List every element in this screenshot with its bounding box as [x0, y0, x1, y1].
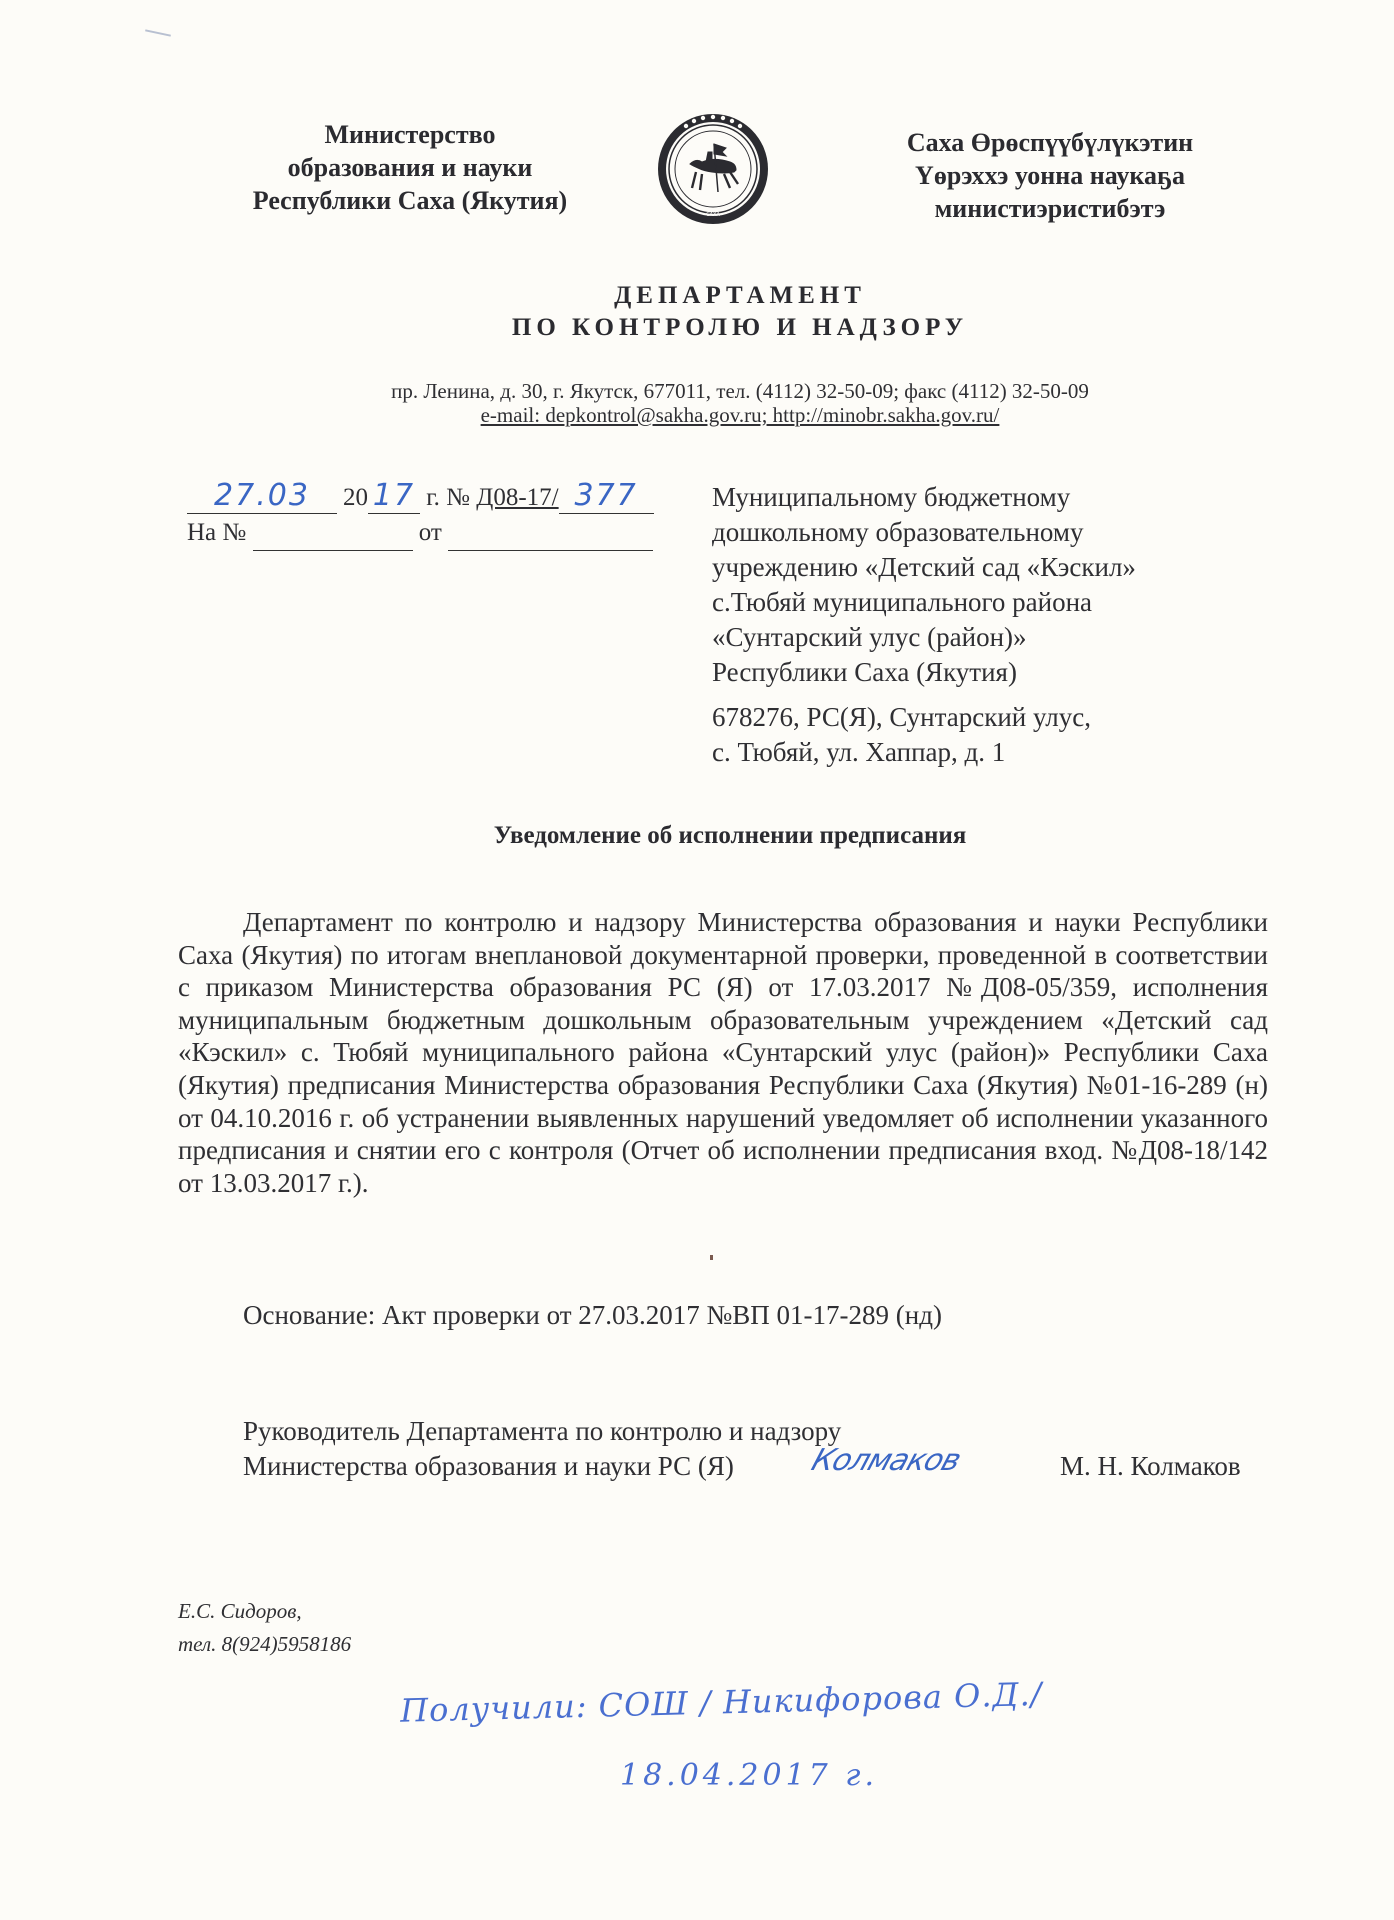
ministry-line-sakha: Үөрэххэ уонна наукаҕа	[915, 161, 1185, 190]
ministry-line-sakha: министиэристибэтэ	[934, 194, 1166, 223]
number-label: г. №	[426, 484, 471, 511]
basis-line: Основание: Акт проверки от 27.03.2017 №ВП 01-17-289 (нд)	[243, 1300, 942, 1330]
from-label: от	[418, 519, 442, 546]
year-field: 17	[368, 478, 420, 514]
ref-number-field[interactable]	[253, 515, 413, 551]
number-field: 377	[559, 478, 654, 514]
ministry-line: Республики Саха (Якутия)	[252, 186, 568, 215]
department-line: ДЕПАРТАМЕНТ	[614, 282, 866, 309]
recipient-address-line: с. Тюбяй, ул. Хаппар, д. 1	[712, 737, 1006, 767]
ref-date-field[interactable]	[448, 515, 653, 551]
ref-label: На №	[187, 519, 247, 546]
svg-text:САХА: САХА	[706, 212, 720, 218]
body-paragraph: Департамент по контролю и надзору Министерства образования и науки Республики Саха (Якутия) по итогам внеплановой документарной проверки, проведенной в соответствии с приказом Министерства образования РС (Я) от 17.03.2017 №Д08-05/359, исполнения муниципальным бюджетным дошкольным образовательным учреждением «Детский сад «Кэскил» с. Тюбяй муниципального района «Сунтарский улус (район)» Республики Саха (Якутия) предписания Министерства образования Республики Саха (Якутия) №01-16-289 (н) от 04.10.2016 г. об устранении выявленных нарушений уведомляет об исполнении указанного предписания и снятии его с контроля (Отчет об исполнении предписания вход. №Д08-18/142 от 13.03.2017 г.).	[178, 907, 1268, 1198]
handwritten-receipt-date: 18.04.2017 г.	[620, 1758, 879, 1793]
handwritten-receipt-note: Получили: СОШ / Никифорова О.Д./	[399, 1674, 1043, 1730]
reference-line	[187, 515, 707, 551]
contacts-link[interactable]: e-mail: depkontrol@sakha.gov.ru; http://minobr.sakha.gov.ru/	[480, 403, 1000, 427]
executor-phone: тел. 8(924)5958186	[178, 1632, 352, 1656]
ministry-name-ru	[210, 118, 610, 217]
signatory-position: Руководитель Департамента по контролю и надзору	[243, 1416, 842, 1446]
recipient-line: учреждению «Детский сад «Кэскил»	[712, 552, 1136, 582]
executor-block	[178, 1595, 578, 1661]
registration-block	[187, 478, 707, 551]
signatory-position: Министерства образования и науки РС (Я)	[243, 1451, 734, 1481]
document-title: Уведомление об исполнении предписания	[493, 822, 967, 849]
recipient-line: Муниципальному бюджетному	[712, 482, 1071, 512]
recipient-line: Республики Саха (Якутия)	[712, 657, 1017, 687]
scan-speck	[145, 29, 171, 36]
handwritten-signature: Колмаков	[807, 1443, 965, 1478]
scan-speck	[710, 1255, 713, 1260]
signatory-name: М. Н. Колмаков	[1060, 1451, 1241, 1481]
document-body	[178, 906, 1268, 1199]
address-line: пр. Ленина, д. 30, г. Якутск, 677011, тел. (4112) 32-50-09; факс (4112) 32-50-09	[391, 379, 1089, 403]
ministry-line: образования и науки	[287, 153, 533, 182]
recipient-block	[712, 480, 1252, 770]
department-address	[240, 379, 1240, 427]
ministry-name-sakha	[850, 126, 1250, 225]
date-field: 27.03	[187, 478, 337, 514]
recipient-address-line: 678276, РС(Я), Сунтарский улус,	[712, 702, 1092, 732]
recipient-line: с.Тюбяй муниципального района	[712, 587, 1093, 617]
department-line: ПО КОНТРОЛЮ И НАДЗОРУ	[511, 314, 969, 341]
department-title	[390, 280, 1090, 344]
signature-block	[243, 1414, 1283, 1484]
coat-of-arms-icon	[656, 112, 770, 226]
ministry-line-sakha: Саха Өрөспүүбүлүкэтин	[906, 128, 1194, 157]
year-prefix: 20	[343, 484, 368, 511]
executor-name: Е.С. Сидоров,	[178, 1599, 302, 1623]
signatory-row	[243, 1443, 1283, 1484]
number-prefix: Д08-17/	[476, 484, 559, 511]
ministry-line: Министерство	[324, 120, 496, 149]
recipient-line: «Сунтарский улус (район)»	[712, 622, 1027, 652]
recipient-line: дошкольному образовательному	[712, 517, 1084, 547]
outgoing-number-line	[187, 478, 707, 515]
